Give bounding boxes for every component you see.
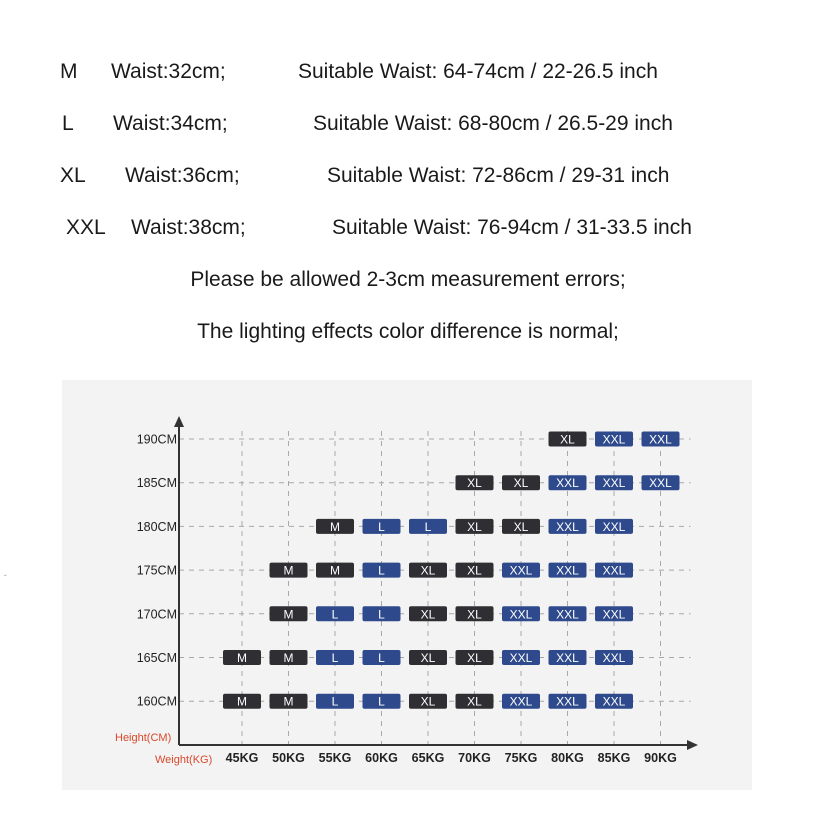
size-cell-label: XXL	[509, 651, 533, 665]
y-axis-title: Height(CM)	[115, 732, 172, 744]
weight-tick-label: 90KG	[644, 751, 677, 765]
size-cell-label: XXL	[649, 432, 672, 447]
x-axis-arrow	[687, 740, 698, 750]
size-cell-label: XXL	[556, 563, 579, 578]
note-color-difference: The lighting effects color difference is normal;	[197, 320, 619, 343]
size-cell-label: M	[283, 694, 294, 709]
weight-tick-label: 70KG	[458, 751, 491, 765]
size-chart	[62, 380, 752, 790]
height-tick-label: 165CM	[136, 651, 177, 665]
y-axis-arrow	[174, 416, 184, 427]
size-cell-label: XXL	[602, 563, 626, 578]
weight-tick-label: 45KG	[225, 751, 259, 765]
size-cell-label: XXL	[556, 476, 579, 491]
size-cell-label: XXL	[556, 651, 579, 665]
note-measurement-error: Please be allowed 2-3cm measurement errors;	[190, 268, 626, 291]
size-cell-label: M	[283, 651, 294, 665]
size-cell-label: XXL	[602, 607, 626, 622]
size-label-l: L	[62, 112, 74, 135]
size-cell-label: L	[331, 651, 339, 665]
size-cell-label: M	[283, 607, 294, 622]
size-label-xl: XL	[60, 164, 86, 187]
waist-l: Waist:34cm;	[113, 112, 228, 135]
height-tick-label: 175CM	[136, 563, 177, 578]
suitable-waist-xl: Suitable Waist: 72-86cm / 29-31 inch	[327, 164, 670, 187]
waist-xxl: Waist:38cm;	[131, 216, 246, 239]
size-cell-label: L	[378, 694, 385, 709]
size-cell-label: XL	[467, 694, 482, 709]
size-cell-label: XXL	[602, 651, 626, 665]
size-cell-label: L	[378, 607, 385, 622]
size-cell-label: XXL	[509, 607, 533, 622]
size-cell-label: M	[237, 651, 247, 665]
size-cell-label: XXL	[509, 563, 533, 578]
height-tick-label: 185CM	[136, 476, 177, 491]
size-cell-label: M	[237, 694, 247, 709]
x-axis-title: Weight(KG)	[155, 754, 213, 766]
size-cell-label: XXL	[602, 476, 626, 491]
size-label-m: M	[60, 60, 78, 83]
suitable-waist-l: Suitable Waist: 68-80cm / 26.5-29 inch	[313, 112, 673, 135]
size-cell-label: XL	[513, 519, 529, 534]
size-cell-label: XXL	[649, 476, 672, 491]
size-cell-label: XXL	[509, 694, 533, 709]
size-cell-label: M	[330, 563, 340, 578]
weight-tick-label: 60KG	[365, 751, 398, 765]
height-tick-label: 180CM	[136, 519, 177, 534]
height-tick-label: 170CM	[136, 607, 177, 622]
size-cell-label: L	[331, 694, 339, 709]
height-tick-label: 160CM	[136, 694, 177, 709]
suitable-waist-m: Suitable Waist: 64-74cm / 22-26.5 inch	[298, 60, 658, 83]
weight-tick-label: 85KG	[597, 751, 631, 765]
size-cell-label: M	[283, 563, 294, 578]
size-cell-label: XXL	[602, 432, 626, 447]
weight-tick-label: 65KG	[411, 751, 445, 765]
size-cell-label: XL	[420, 607, 436, 622]
size-cell-label: L	[424, 519, 432, 534]
size-cell-label: XL	[513, 476, 529, 491]
size-cell-label: XL	[467, 607, 482, 622]
height-tick-label: 190CM	[136, 432, 177, 447]
size-cell-label: L	[378, 563, 385, 578]
size-label-xxl: XXL	[66, 216, 106, 239]
size-cell-label: XL	[420, 563, 436, 578]
size-cell-label: M	[330, 519, 340, 534]
suitable-waist-xxl: Suitable Waist: 76-94cm / 31-33.5 inch	[332, 216, 692, 239]
weight-tick-label: 75KG	[504, 751, 538, 765]
size-cell-label: L	[378, 519, 385, 534]
weight-tick-label: 80KG	[551, 751, 584, 765]
size-cell-label: XL	[467, 563, 482, 578]
size-cell-label: XXL	[556, 607, 579, 622]
size-cell-label: XXL	[556, 519, 579, 534]
weight-tick-label: 50KG	[272, 751, 305, 765]
waist-m: Waist:32cm;	[111, 60, 226, 83]
size-cell-label: XXL	[556, 694, 579, 709]
size-cell-label: XL	[467, 651, 482, 665]
weight-tick-label: 55KG	[318, 751, 352, 765]
waist-xl: Waist:36cm;	[125, 164, 240, 187]
size-cell-label: XL	[420, 694, 436, 709]
size-cell-label: XXL	[602, 519, 626, 534]
size-cell-label: L	[378, 651, 385, 665]
size-cell-label: L	[331, 607, 339, 622]
size-chart-panel	[62, 380, 752, 790]
side-mark: ˇ	[4, 574, 7, 583]
size-cell-label: XL	[560, 432, 575, 447]
size-cell-label: XXL	[602, 694, 626, 709]
size-cell-label: XL	[467, 519, 482, 534]
size-cell-label: XL	[420, 651, 436, 665]
size-cell-label: XL	[467, 476, 482, 491]
